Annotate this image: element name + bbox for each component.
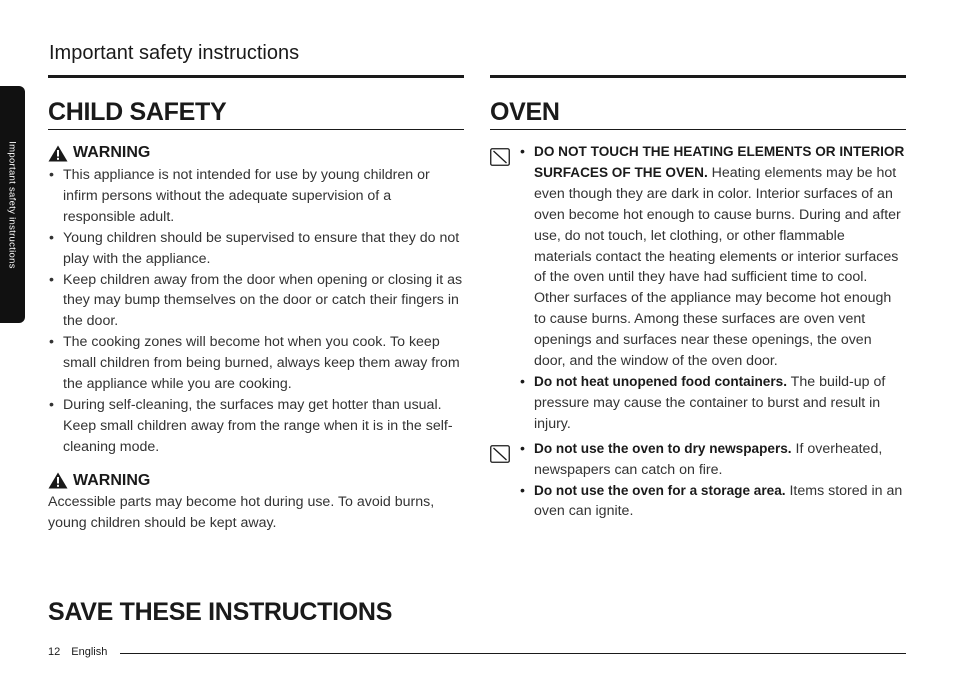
list-item: • The cooking zones will become hot when you cook. To keep small children from being burned, always keep them away from the appliance while you are cooking.	[48, 332, 464, 395]
oven-list-2	[519, 439, 906, 523]
warning-triangle-icon	[48, 145, 68, 162]
footer	[48, 646, 107, 658]
footer-rule	[120, 653, 906, 654]
oven-title: OVEN	[490, 78, 906, 130]
prohibited-icon	[490, 148, 510, 166]
list-item: • Keep children away from the door when opening or closing it as they may bump themselves on the door or catch their fingers in the door.	[48, 270, 464, 333]
oven-group-1	[490, 142, 906, 435]
body-text: If overheated, newspapers can catch on fire.	[534, 440, 883, 478]
child-safety-title: CHILD SAFETY	[48, 78, 464, 130]
list-item	[519, 372, 906, 435]
warning-label-1: WARNING	[73, 144, 151, 161]
prohibited-icon	[490, 445, 510, 463]
footer-language: English	[71, 646, 108, 658]
warning-triangle-icon	[48, 472, 68, 489]
list-item: • During self-cleaning, the surfaces may get hotter than usual. Keep small children away from the range when it is in the self-cleaning mode.	[48, 395, 464, 458]
bold-lead-text: DO NOT TOUCH THE HEATING ELEMENTS OR INTERIOR SURFACES OF THE OVEN.	[534, 144, 905, 180]
list-item: • This appliance is not intended for use by young children or infirm persons without the adequate supervision of a responsible adult.	[48, 165, 464, 228]
list-item: • Young children should be supervised to ensure that they do not play with the appliance.	[48, 228, 464, 270]
body-text: Heating elements may be hot even though they are dark in color. Interior surfaces of an oven become hot enough to cause burns. During and after use, do not touch, let clothing, or other flammable materials contact the heating elements or interior surfaces of the oven until they have had sufficient time to cool. Other surfaces of the appliance may become hot enough to cause burns. Among these surfaces are oven vent openings and surfaces near these openings, the oven door, and the window of the oven door.	[534, 164, 901, 370]
bold-lead-text: Do not use the oven to dry newspapers.	[534, 440, 792, 456]
warning-label-2: WARNING	[73, 471, 151, 489]
warning-heading-1	[48, 144, 464, 162]
child-safety-warning-list	[48, 165, 464, 458]
list-item	[519, 142, 906, 372]
warning-heading-2	[48, 472, 464, 490]
bold-lead-text: Do not use the oven for a storage area.	[534, 482, 786, 498]
list-item	[519, 481, 906, 523]
oven-section	[490, 78, 906, 522]
side-tab-label: Important safety instructions	[6, 141, 18, 269]
child-safety-section	[48, 78, 464, 534]
page-number: 12	[48, 646, 61, 658]
warning-text-2: Accessible parts may become hot during use. To avoid burns, young children should be kept away.	[48, 493, 435, 531]
body-text: Items stored in an oven can ignite.	[534, 482, 903, 520]
body-text: The build-up of pressure may cause the container to burst and result in injury.	[534, 373, 886, 432]
bold-lead-text: Do not heat unopened food containers.	[534, 373, 787, 389]
save-instructions-title: SAVE THESE INSTRUCTIONS	[48, 598, 393, 626]
oven-list-1	[519, 142, 906, 435]
header-title: Important safety instructions	[49, 42, 300, 64]
oven-group-2	[490, 439, 906, 523]
list-item	[519, 439, 906, 481]
